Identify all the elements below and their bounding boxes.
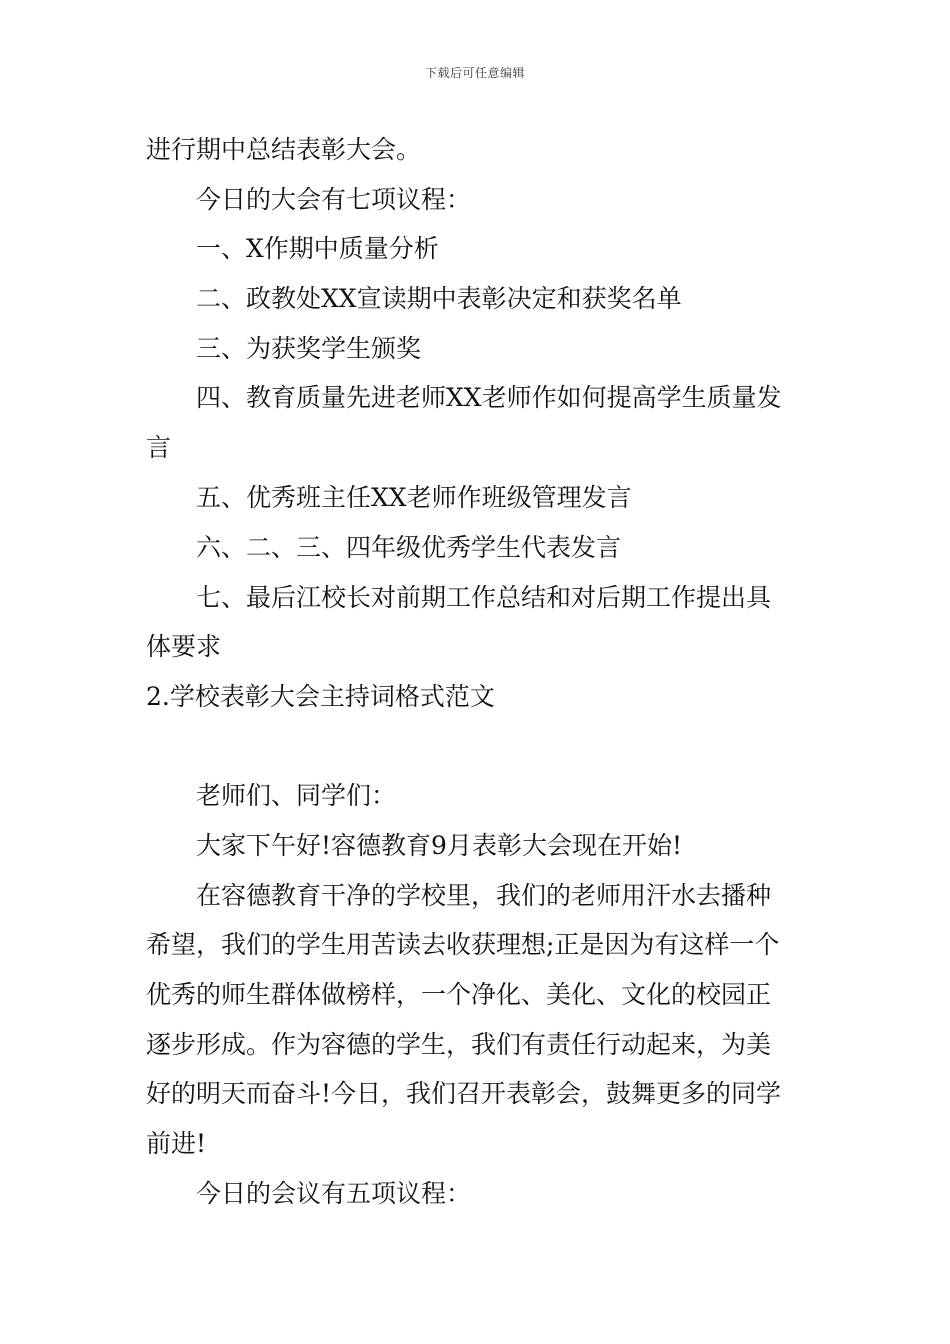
section-heading: 2.学校表彰大会主持词格式范文 (146, 682, 495, 711)
paragraph-line: 在容德教育干净的学校里，我们的老师用汗水去播种 (196, 881, 772, 910)
agenda-item: 四、教育质量先进老师XX老师作如何提高学生质量发 (196, 383, 782, 412)
opening-line: 进行期中总结表彰大会。 (146, 135, 422, 164)
agenda-item: 七、最后江校长对前期工作总结和对后期工作提出具 (196, 583, 772, 612)
agenda-intro-2: 今日的会议有五项议程： (196, 1179, 472, 1208)
agenda-item-continuation: 体要求 (146, 632, 222, 661)
paragraph-line: 逐步形成。作为容德的学生，我们有责任行动起来，为美 (146, 1030, 772, 1059)
welcome-line: 大家下午好!容德教育9月表彰大会现在开始! (196, 831, 683, 860)
paragraph-line: 希望，我们的学生用苦读去收获理想;正是因为有这样一个 (146, 930, 780, 959)
page-header: 下载后可任意编辑 (424, 66, 525, 80)
greeting: 老师们、同学们： (196, 781, 397, 810)
paragraph-line: 好的明天而奋斗!今日，我们召开表彰会，鼓舞更多的同学 (146, 1079, 782, 1108)
paragraph-line: 优秀的师生群体做榜样，一个净化、美化、文化的校园正 (146, 980, 772, 1009)
agenda-item-continuation: 言 (146, 433, 172, 462)
agenda-item: 五、优秀班主任XX老师作班级管理发言 (196, 483, 632, 512)
agenda-item: 一、X作期中质量分析 (196, 234, 439, 263)
agenda-intro: 今日的大会有七项议程： (196, 185, 472, 214)
paragraph-line: 前进! (146, 1129, 207, 1158)
agenda-item: 二、政教处XX宣读期中表彰决定和获奖名单 (196, 284, 682, 313)
agenda-item: 三、为获奖学生颁奖 (196, 334, 422, 363)
agenda-item: 六、二、三、四年级优秀学生代表发言 (196, 533, 622, 562)
